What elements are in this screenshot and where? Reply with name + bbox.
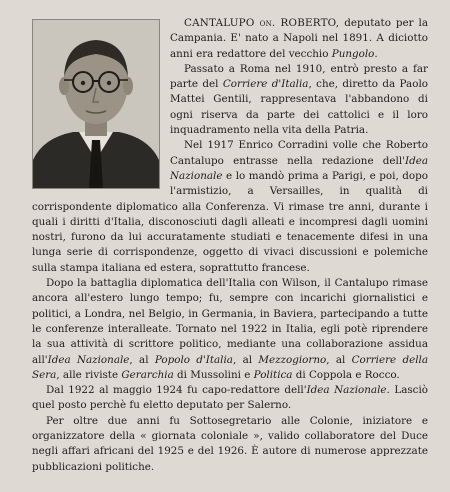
bio-paragraph-3: Nel 1917 Enrico Corradini volle che Roberto Cantalupo entrasse nella redazione dell'Idea Nazionale e lo mandò prima a Parigi, e poi, dopo l'armistizio, a Versailles, in qualità di corrispondente diplomatico alla Conferenza. Vi rimase tre anni, durante i quali i diritti d'Italia, disconosciuti dagli alleati e incompresi dagli uomini nostri, furono da lui accuratamente studiati e tenacemente difesi in una lunga serie di corrispondenze, oggetto di vivaci discussioni e polemiche sulla stampa italiana ed estera, soprattutto francese. (32, 139, 428, 274)
bio-paragraph-6: Per oltre due anni fu Sottosegretario alle Colonie, iniziatore e organizzatore della « giornata coloniale », valido collaboratore del Duce negli affari africani del 1925 e del 1926. È autore di numerose apprezzate pubblicazioni politiche. (32, 414, 428, 473)
publication-title: Mezzogiorno (258, 353, 327, 366)
portrait-photo (32, 19, 160, 189)
bio-paragraph-5: Dal 1922 al maggio 1924 fu capo-redattore dell'Idea Nazionale. Lasciò quel posto perchè fu eletto deputato per Salerno. (32, 384, 429, 412)
publication-title: Corriere della Sera (32, 353, 428, 381)
portrait-illustration (33, 20, 159, 188)
publication-title: Pungolo (331, 47, 375, 60)
bio-paragraph-4: Dopo la battaglia diplomatica dell'Italia con Wilson, il Cantalupo rimase ancora all'estero lungo tempo; fu, sempre con incarichi giornalistici e politici, a Londra, nel Belgio, in Germania, in Baviera, partecipando a tutte le conferenze interalleate. Tornato nel 1922 in Italia, egli potè riprendere la sua attività di scrittore politico, mediante una collaborazione assidua all'Idea Nazionale, al Popolo d'Italia, al Mezzogiorno, al Corriere della Sera, alle riviste Gerarchia di Mussolini e Politica di Coppola e Rocco. (32, 277, 428, 381)
bio-paragraph-1: CANTALUPO on. ROBERTO, deputato per la Campania. E' nato a Napoli nel 1891. A diciotto anni era redattore del vecchio Pungolo. (170, 17, 428, 60)
publication-title: Gerarchia (121, 368, 174, 381)
bio-paragraph-2: Passato a Roma nel 1910, entrò presto a far parte del Corriere d'Italia, che, diretto da Paolo Mattei Gentili, rappresentava l'abbandono di ogni riserva da parte dei cattolici e il loro inquadramento nella vita della Patria. (170, 62, 428, 137)
publication-title: Popolo d'Italia (154, 353, 233, 366)
publication-title: Idea Nazionale (170, 154, 428, 182)
publication-title: Corriere d'Italia (222, 78, 309, 91)
subject-name: CANTALUPO on. ROBERTO, (184, 17, 340, 29)
publication-title: Idea Nazionale (47, 353, 130, 366)
publication-title: Politica (253, 368, 293, 381)
publication-title: Idea Nazionale (306, 384, 387, 397)
